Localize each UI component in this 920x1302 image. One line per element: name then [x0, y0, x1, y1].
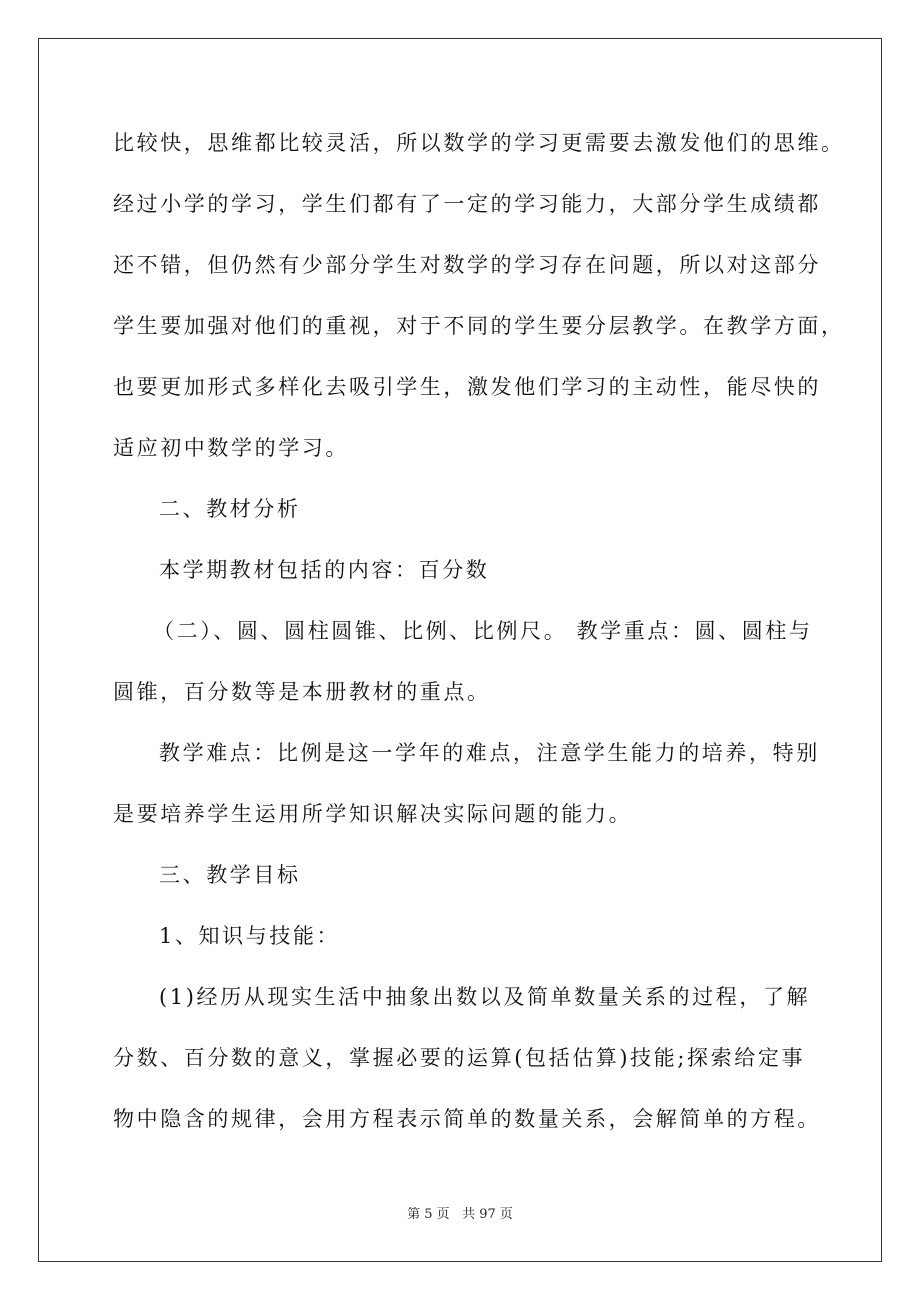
page-number: 第 5 页 [407, 1207, 450, 1222]
text-line-1: 比较快，思维都比较灵活，所以数学的学习更需要去激发他们的思维。 [113, 131, 845, 155]
subheading-knowledge-skills: 1、知识与技能： [159, 924, 341, 948]
text-line-11: 教学难点：比例是这一学年的难点，注意学生能力的培养，特别 [159, 741, 820, 765]
text-line-4: 学生要加强对他们的重视，对于不同的学生要分层教学。在教学方面， [113, 314, 845, 338]
page-total: 共 97 页 [462, 1207, 513, 1222]
text-line-6: 适应初中数学的学习。 [113, 436, 349, 460]
document-body [113, 118, 845, 1155]
text-line-3: 还不错，但仍然有少部分学生对数学的学习存在问题，所以对这部分 [113, 253, 821, 277]
text-line-12: 是要培养学生运用所学知识解决实际问题的能力。 [113, 802, 633, 826]
text-line-15: (1)经历从现实生活中抽象出数以及简单数量关系的过程，了解 [159, 985, 811, 1009]
text-line-5: 也要更加形式多样化去吸引学生，激发他们学习的主动性，能尽快的 [113, 375, 821, 399]
page-footer [0, 1203, 920, 1222]
text-line-9: （二）、圆、圆柱圆锥、比例、比例尺。 教学重点：圆、圆柱与 [153, 619, 813, 643]
text-line-17: 物中隐含的规律，会用方程表示简单的数量关系，会解简单的方程。 [113, 1107, 821, 1131]
text-line-8: 本学期教材包括的内容：百分数 [159, 558, 490, 582]
text-line-2: 经过小学的学习，学生们都有了一定的学习能力，大部分学生成绩都 [113, 192, 821, 216]
text-line-10: 圆锥，百分数等是本册教材的重点。 [113, 680, 491, 704]
text-line-16: 分数、百分数的意义，掌握必要的运算(包括估算)技能;探索给定事 [113, 1046, 806, 1070]
section-heading-teaching-goals: 三、教学目标 [159, 863, 301, 887]
section-heading-textbook-analysis: 二、教材分析 [159, 497, 301, 521]
